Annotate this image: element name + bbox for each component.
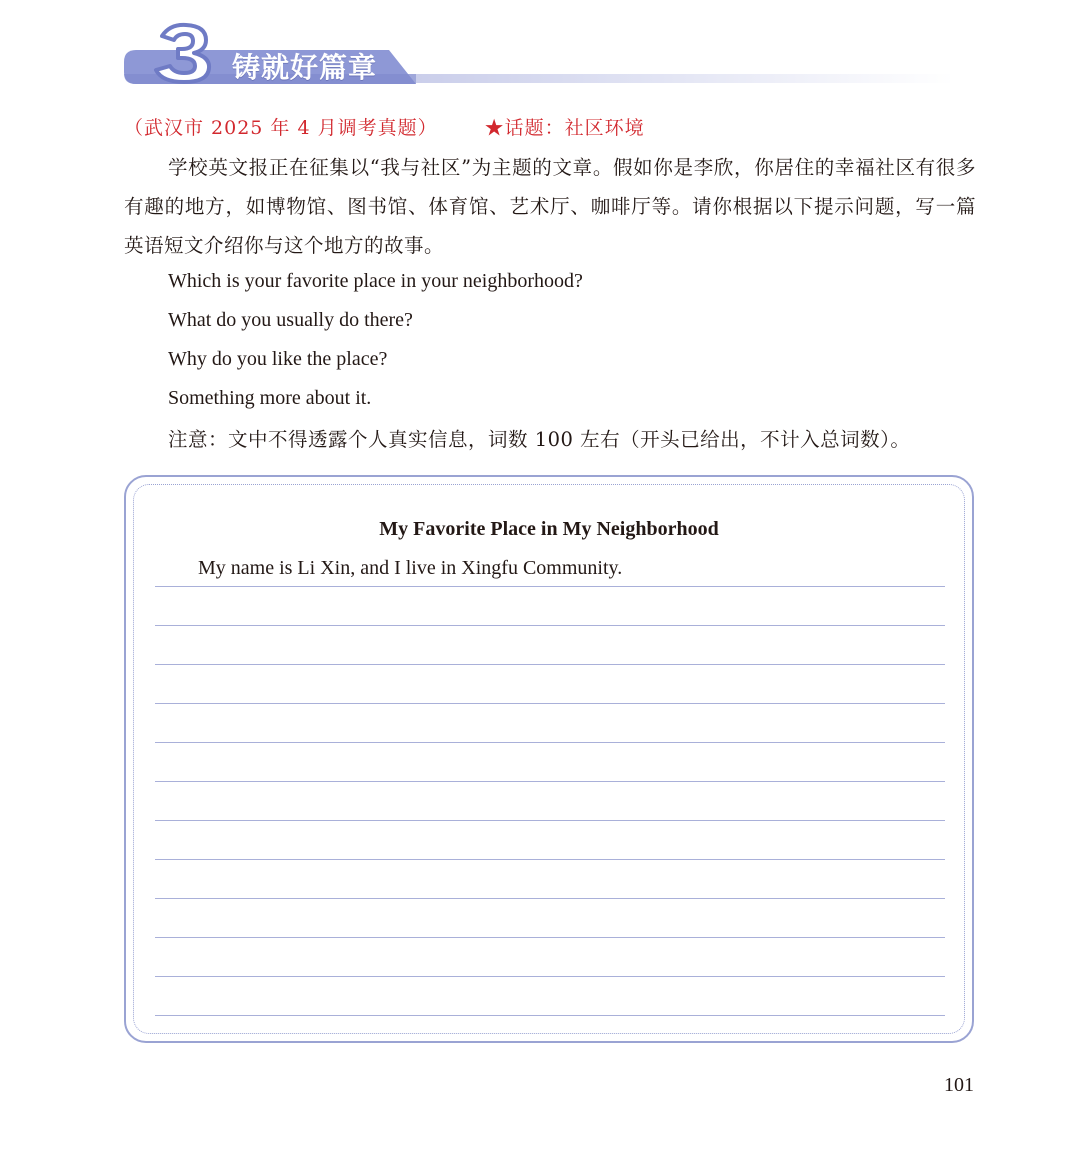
writing-line bbox=[155, 937, 945, 938]
writing-line bbox=[155, 625, 945, 626]
topic-label: ★话题：社区环境 bbox=[484, 117, 645, 139]
exam-source: （武汉市 2025 年 4 月调考真题） bbox=[124, 117, 438, 139]
essay-first-line: My name is Li Xin, and I live in Xingfu Community. bbox=[198, 557, 623, 579]
section-number-badge bbox=[148, 22, 218, 84]
writing-line bbox=[155, 859, 945, 860]
hint-question-4: Something more about it. bbox=[168, 387, 372, 409]
hint-question-2: What do you usually do there? bbox=[168, 309, 413, 331]
writing-line bbox=[155, 703, 945, 704]
section-title: 铸就好篇章 bbox=[232, 51, 378, 84]
source-line bbox=[124, 113, 645, 140]
instruction-note: 注意：文中不得透露个人真实信息，词数 100 左右（开头已给出，不计入总词数）。 bbox=[168, 428, 911, 451]
page-number: 101 bbox=[944, 1074, 974, 1096]
prompt-paragraph: 学校英文报正在征集以“我与社区”为主题的文章。假如你是李欣，你居住的幸福社区有很多有趣的地方，如博物馆、图书馆、体育馆、艺术厅、咖啡厅等。请你根据以下提示问题，写一篇英语短文介绍你与这个地方的故事。 bbox=[124, 156, 976, 257]
essay-title: My Favorite Place in My Neighborhood bbox=[379, 518, 719, 540]
hint-question-1: Which is your favorite place in your neighborhood? bbox=[168, 270, 583, 292]
writing-line bbox=[155, 820, 945, 821]
writing-line bbox=[155, 586, 945, 587]
writing-line bbox=[155, 781, 945, 782]
writing-line bbox=[155, 1015, 945, 1016]
writing-line bbox=[155, 898, 945, 899]
writing-line bbox=[155, 976, 945, 977]
hint-question-3: Why do you like the place? bbox=[168, 348, 388, 370]
writing-line bbox=[155, 742, 945, 743]
writing-line bbox=[155, 664, 945, 665]
